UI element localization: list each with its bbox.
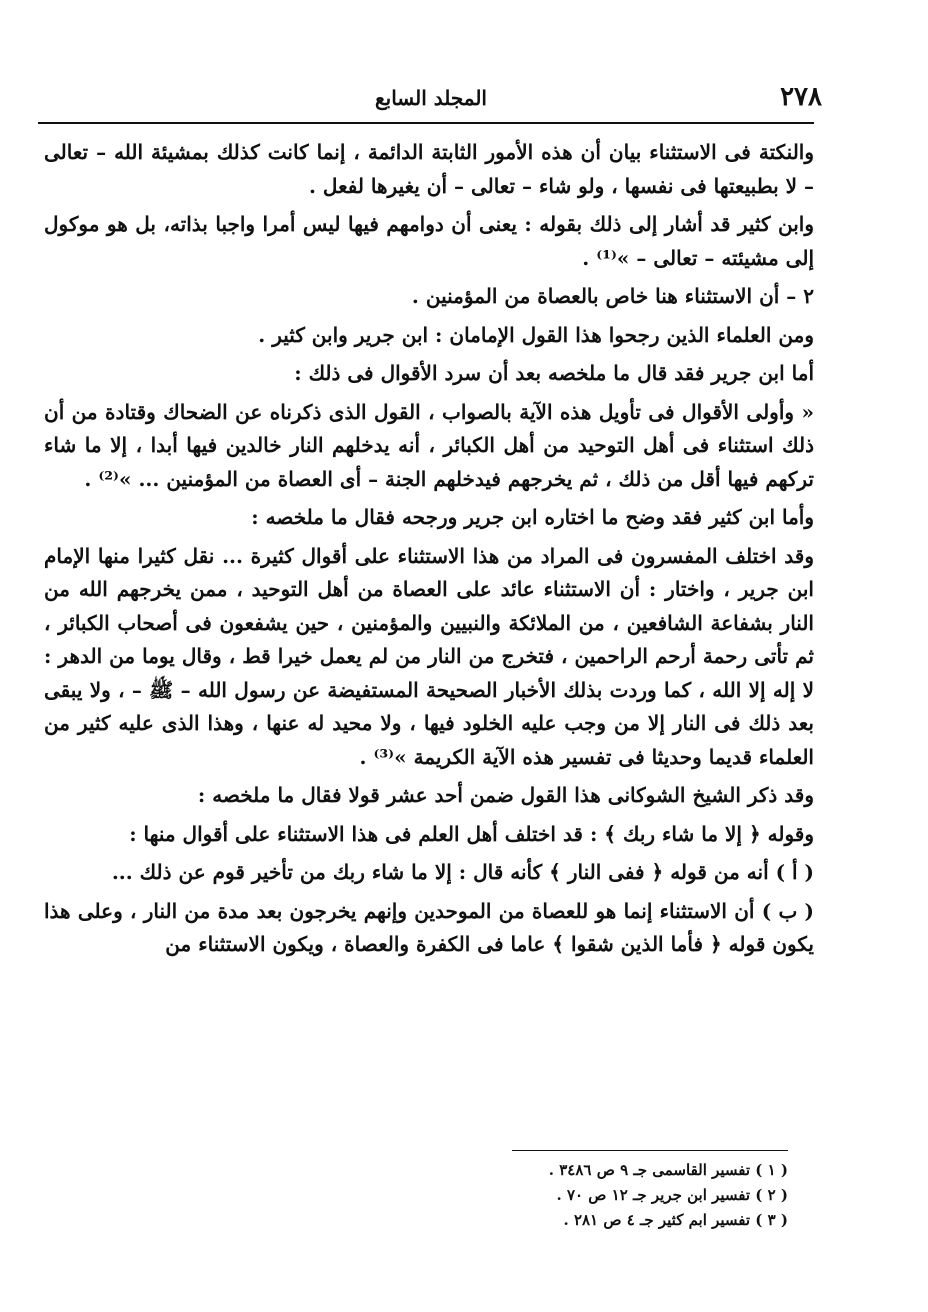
header-rule: [38, 122, 814, 124]
paragraph: وقوله ﴿ إلا ما شاء ربك ﴾ : قد اختلف أهل العلم فى هذا الاستثناء على أقوال منها :: [129, 821, 814, 846]
footnote-rule: [512, 1150, 788, 1151]
paragraph: ( ب ) أن الاستثناء إنما هو للعصاة من الموحدين وإنهم يخرجون بعد مدة من النار ، وعلى هذا يكون قوله ﴿ فأما الذين شقوا ﴾ عاما فى الكفرة والعصاة ، ويكون الاستثناء من: [44, 898, 814, 956]
paragraph: وقد ذكر الشيخ الشوكانى هذا القول ضمن أحد عشر قولا فقال ما ملخصه :: [197, 783, 814, 807]
footnote-1: ( ١ ) تفسير القاسمى جـ ٩ ص ٣٤٨٦ .: [548, 1161, 788, 1179]
page-header: [40, 82, 822, 122]
body-text: [44, 136, 814, 967]
paragraph: والنكتة فى الاستثناء بيان أن هذه الأمور الثابتة الدائمة ، إنما كانت كذلك بمشيئة الله – تعالى – لا بطبيعتها فى نفسها ، ولو شاء – تعالى – أن يغيرها لفعل .: [44, 140, 814, 198]
paragraph: أما ابن جرير فقد قال ما ملخصه بعد أن سرد الأقوال فى ذلك :: [294, 361, 814, 385]
paragraph: وأما ابن كثير فقد وضح ما اختاره ابن جرير ورجحه فقال ما ملخصه :: [251, 505, 814, 529]
paragraph: ( أ ) أنه من قوله ﴿ ففى النار ﴾ كأنه قال : إلا ما شاء ربك من تأخير قوم عن ذلك ...: [111, 860, 814, 884]
page-number: ٢٧٨: [780, 82, 822, 112]
footnote-2: ( ٢ ) تفسير ابن جرير جـ ١٢ ص ٧٠ .: [556, 1186, 788, 1204]
paragraph: وابن كثير قد أشار إلى ذلك بقوله : يعنى أن دوامهم فيها ليس أمرا واجبا بذاته، بل هو موكول إلى مشيئته – تعالى – »⁽¹⁾ .: [44, 212, 814, 270]
paragraph-quote: « وأولى الأقوال فى تأويل هذه الآية بالصواب ، القول الذى ذكرناه عن الضحاك وقتادة من أن ذلك استثناء فى أهل التوحيد من أهل الكبائر ، أنه يدخلهم النار خالدين فيها أبدا ، إلا ما شاء تركهم فيها أقل من ذلك ، ثم يخرجهم فيدخلهم الجنة – أى العصاة من المؤمنين ... »⁽²⁾ .: [44, 399, 814, 491]
footnote-3: ( ٣ ) تفسير ابم كثير جـ ٤ ص ٢٨١ .: [563, 1211, 788, 1229]
paragraph-quote: وقد اختلف المفسرون فى المراد من هذا الاستثناء على أقوال كثيرة ... نقل كثيرا منها الإمام ابن جرير ، واختار : أن الاستثناء عائد على العصاة من أهل التوحيد ، ممن يخرجهم الله من النار بشفاعة الشافعين ، من الملائكة والنبيين والمؤمنين ، حين يشفعون فى أصحاب الكبائر ، ثم تأتى رحمة أرحم الراحمين ، فتخرج من النار من لم يعمل خيرا قط ، وقال يوما من الدهر : لا إله إلا الله ، كما وردت بذلك الأخبار الصحيحة المستفيضة عن رسول الله – ﷺ – ، ولا يبقى بعد ذلك فى النار إلا من وجب عليه الخلود فيها ، ولا محيد له عنها ، وهذا الذى عليه كثير من العلماء قديما وحديثا فى تفسير هذه الآية الكريمة »⁽³⁾ .: [44, 543, 814, 769]
paragraph: ومن العلماء الذين رجحوا هذا القول الإمامان : ابن جرير وابن كثير .: [258, 322, 814, 347]
paragraph: ٢ – أن الاستثناء هنا خاص بالعصاة من المؤمنين .: [411, 284, 814, 308]
footnotes: [300, 1158, 788, 1233]
running-title: المجلد السابع: [374, 86, 487, 110]
